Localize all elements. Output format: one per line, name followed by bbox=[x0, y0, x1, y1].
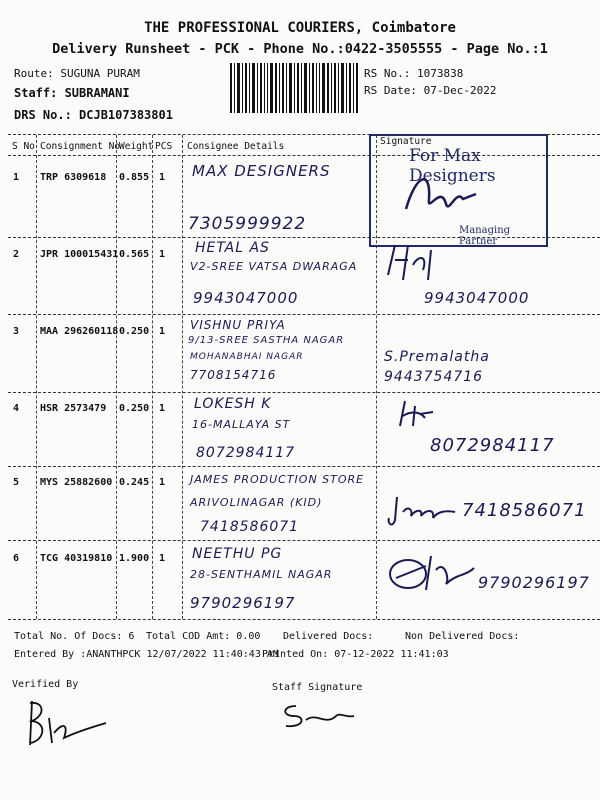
entered-by: Entered By :ANANTHPCK 12/07/2022 11:40:43 AM bbox=[14, 649, 279, 660]
consignee-phone: 9943047000 bbox=[193, 289, 299, 307]
handwritten-signature bbox=[383, 240, 443, 285]
consignee-address: 9/13-SREE SASTHA NAGAR bbox=[188, 335, 345, 346]
col-header-sno: S No bbox=[12, 141, 35, 152]
row-sno: 2 bbox=[13, 249, 20, 260]
row-sno: 6 bbox=[13, 553, 20, 564]
consignee-name: NEETHU PG bbox=[192, 546, 283, 562]
row-consignment-no: TRP 6309618 bbox=[40, 172, 107, 183]
barcode bbox=[230, 63, 358, 113]
row-sno: 3 bbox=[13, 326, 20, 337]
column-divider bbox=[116, 135, 117, 619]
staff-signature bbox=[276, 700, 356, 732]
column-divider bbox=[152, 135, 153, 619]
total-docs: Total No. Of Docs: 6 bbox=[14, 631, 135, 642]
signature-phone: 9943047000 bbox=[424, 289, 530, 307]
consignee-address: 16-MALLAYA ST bbox=[192, 418, 291, 431]
consignee-name: VISHNU PRIYA bbox=[190, 318, 286, 332]
signature-name-phone: S.Premalatha 9443754716 bbox=[384, 349, 490, 385]
delivered-docs: Delivered Docs: bbox=[283, 631, 374, 642]
consignee-phone: 9790296197 bbox=[190, 594, 296, 612]
staff-signature-label: Staff Signature bbox=[272, 682, 363, 693]
signature-phone: 7418586071 bbox=[462, 500, 587, 521]
rs-date: RS Date: 07-Dec-2022 bbox=[364, 84, 497, 97]
company-stamp bbox=[369, 134, 548, 247]
row-consignment-no: JPR 100015431 bbox=[40, 249, 119, 260]
row-consignment-no: HSR 2573479 bbox=[40, 403, 107, 414]
row-weight: 0.245 bbox=[119, 477, 150, 488]
verified-by-label: Verified By bbox=[12, 679, 79, 690]
row-weight: 0.250 bbox=[119, 326, 150, 337]
col-header-consignment: Consignment No bbox=[40, 141, 121, 152]
col-header-consignee: Consignee Details bbox=[187, 141, 285, 152]
row-weight: 0.565 bbox=[119, 249, 150, 260]
consignee-phone: 7305999922 bbox=[188, 214, 307, 234]
row-sno: 1 bbox=[13, 172, 20, 183]
row-pcs: 1 bbox=[159, 403, 166, 414]
consignee-phone: 7418586071 bbox=[200, 519, 300, 535]
consignee-name: LOKESH K bbox=[194, 396, 272, 412]
table-bottom-rule bbox=[8, 619, 600, 620]
col-header-weight: Weight bbox=[119, 141, 154, 152]
column-divider bbox=[36, 135, 37, 619]
runsheet-subtitle: Delivery Runsheet - PCK - Phone No.:0422-3505555 - Page No.:1 bbox=[52, 41, 548, 57]
row-pcs: 1 bbox=[159, 477, 166, 488]
row-divider bbox=[8, 314, 600, 315]
total-cod-amount: Total COD Amt: 0.00 bbox=[146, 631, 261, 642]
col-header-signature: Signature bbox=[380, 136, 432, 147]
stamp-company-text: For Max Designers bbox=[409, 146, 496, 186]
consignee-phone: 7708154716 bbox=[190, 368, 277, 382]
printed-on: Printed On: 07-12-2022 11:41:03 bbox=[262, 649, 449, 660]
column-divider bbox=[182, 135, 183, 619]
consignee-name: JAMES PRODUCTION STORE bbox=[190, 473, 365, 486]
consignee-address: MOHANABHAI NAGAR bbox=[190, 352, 304, 362]
verifier-signature bbox=[14, 693, 114, 753]
consignee-address: V2-SREE VATSA DWARAGA bbox=[190, 260, 358, 273]
row-sno: 5 bbox=[13, 477, 20, 488]
handwritten-signature bbox=[386, 548, 478, 596]
handwritten-signature bbox=[395, 396, 435, 431]
row-divider bbox=[8, 540, 600, 541]
row-weight: 1.900 bbox=[119, 553, 150, 564]
rs-number: RS No.: 1073838 bbox=[364, 67, 464, 80]
row-consignment-no: TCG 40319810 bbox=[40, 553, 113, 564]
row-weight: 0.250 bbox=[119, 403, 150, 414]
company-title: THE PROFESSIONAL COURIERS, Coimbatore bbox=[144, 20, 456, 36]
row-pcs: 1 bbox=[159, 553, 166, 564]
signature-phone: 9790296197 bbox=[478, 573, 590, 592]
staff-label: Staff: SUBRAMANI bbox=[14, 86, 130, 100]
signature-phone: 8072984117 bbox=[430, 435, 555, 456]
handwritten-signature bbox=[385, 492, 460, 532]
consignee-address: ARIVOLINAGAR (KID) bbox=[190, 496, 323, 509]
row-pcs: 1 bbox=[159, 172, 166, 183]
handwritten-signature bbox=[401, 164, 481, 224]
row-pcs: 1 bbox=[159, 249, 166, 260]
consignee-address: 28-SENTHAMIL NAGAR bbox=[190, 568, 333, 581]
row-consignment-no: MYS 25882600 bbox=[40, 477, 113, 488]
row-consignment-no: MAA 296260118 bbox=[40, 326, 119, 337]
consignee-name: MAX DESIGNERS bbox=[192, 162, 331, 180]
consignee-name: HETAL AS bbox=[195, 240, 270, 256]
route-label: Route: SUGUNA PURAM bbox=[14, 67, 140, 80]
stamp-designation-text: Managing Partner bbox=[459, 225, 511, 247]
row-weight: 0.855 bbox=[119, 172, 150, 183]
col-header-pcs: PCS bbox=[155, 141, 173, 152]
row-divider bbox=[8, 466, 600, 467]
consignee-phone: 8072984117 bbox=[196, 445, 296, 461]
row-sno: 4 bbox=[13, 403, 20, 414]
row-divider bbox=[8, 392, 600, 393]
row-pcs: 1 bbox=[159, 326, 166, 337]
drs-number: DRS No.: DCJB107383801 bbox=[14, 108, 173, 122]
non-delivered-docs: Non Delivered Docs: bbox=[405, 631, 520, 642]
